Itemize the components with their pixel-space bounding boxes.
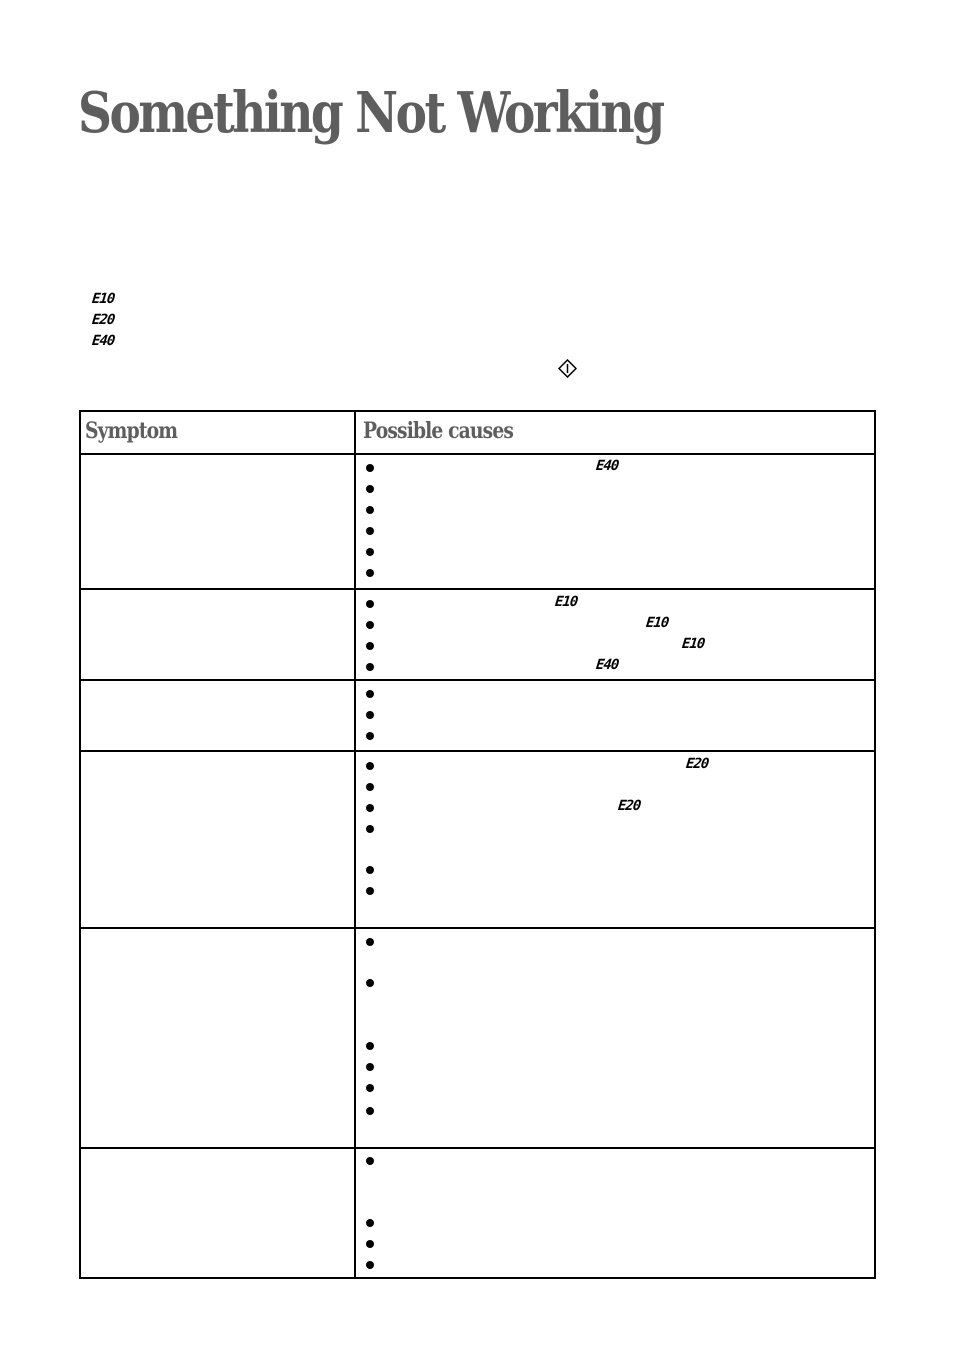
page-title: Something Not Working [78, 80, 663, 146]
error-code-e10: E10 [91, 291, 116, 307]
bullet-icon [366, 887, 374, 895]
table-row [80, 589, 875, 680]
bullet-icon [366, 711, 374, 719]
causes-cell [355, 680, 875, 751]
table-row [80, 454, 875, 589]
error-code-e40: E40 [91, 333, 116, 349]
symptom-header: Symptom [80, 411, 355, 454]
causes-cell [355, 751, 875, 928]
bullet-icon [366, 1219, 374, 1227]
bullet-icon [366, 548, 374, 556]
causes-cell [355, 1148, 875, 1278]
table-header-row [80, 411, 875, 454]
bullet-icon [366, 1042, 374, 1050]
bullet-icon [366, 866, 374, 874]
causes-cell [355, 454, 875, 589]
bullet-icon [366, 569, 374, 577]
error-code-e20: E20 [685, 756, 710, 772]
troubleshooting-table [79, 410, 876, 1279]
bullet-icon [366, 804, 374, 812]
bullet-icon [366, 621, 374, 629]
error-code-e20: E20 [617, 798, 642, 814]
start-pause-diamond-icon [558, 359, 577, 378]
symptom-cell [80, 1148, 355, 1278]
bullet-icon [366, 663, 374, 671]
error-code-e20: E20 [91, 312, 116, 328]
error-code-e40: E40 [595, 458, 620, 474]
bullet-icon [366, 1084, 374, 1092]
symptom-cell [80, 454, 355, 589]
table-row [80, 1148, 875, 1278]
bullet-icon [366, 783, 374, 791]
causes-cell [355, 928, 875, 1148]
bullet-icon [366, 485, 374, 493]
bullet-icon [366, 1261, 374, 1269]
bullet-icon [366, 825, 374, 833]
symptom-cell [80, 928, 355, 1148]
possible-causes-header: Possible causes [355, 411, 875, 454]
symptom-cell [80, 589, 355, 680]
bullet-icon [366, 527, 374, 535]
error-code-e10: E10 [681, 636, 706, 652]
bullet-icon [366, 1240, 374, 1248]
bullet-icon [366, 690, 374, 698]
table-row [80, 928, 875, 1148]
error-code-e10: E10 [554, 594, 579, 610]
table-row [80, 680, 875, 751]
bullet-icon [366, 1107, 374, 1115]
error-code-e10: E10 [645, 615, 670, 631]
bullet-icon [366, 1157, 374, 1165]
bullet-icon [366, 1063, 374, 1071]
symptom-cell [80, 680, 355, 751]
table-row [80, 751, 875, 928]
error-code-e40: E40 [595, 657, 620, 673]
causes-cell [355, 589, 875, 680]
bullet-icon [366, 762, 374, 770]
bullet-icon [366, 732, 374, 740]
bullet-icon [366, 600, 374, 608]
bullet-icon [366, 464, 374, 472]
symptom-cell [80, 751, 355, 928]
bullet-icon [366, 938, 374, 946]
bullet-icon [366, 506, 374, 514]
bullet-icon [366, 642, 374, 650]
bullet-icon [366, 979, 374, 987]
